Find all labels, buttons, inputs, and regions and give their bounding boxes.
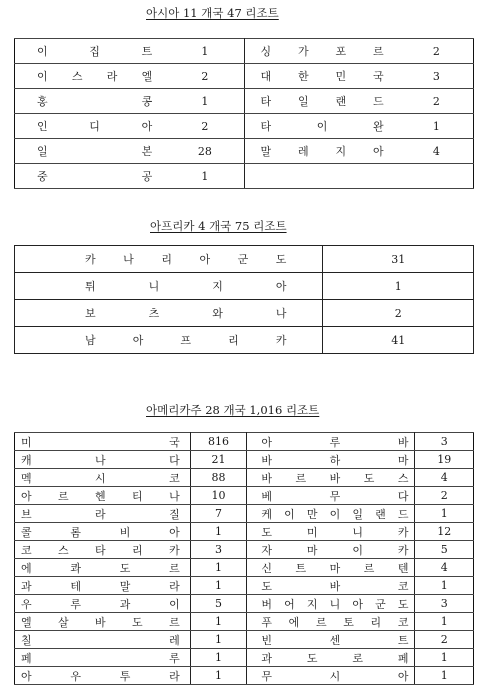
resort-count: 2 bbox=[400, 39, 474, 64]
country-name: 싱 가 포 르 bbox=[260, 45, 384, 58]
country-name: 이 집 트 bbox=[37, 45, 153, 58]
table-row bbox=[15, 667, 474, 685]
resort-count: 1 bbox=[190, 649, 247, 667]
table-row bbox=[15, 433, 474, 451]
country-name: 빈 센 트 bbox=[261, 633, 409, 647]
country-name: 콜 롬 비 아 bbox=[21, 525, 180, 539]
resort-count: 3 bbox=[415, 595, 474, 613]
resort-count: 1 bbox=[415, 667, 474, 685]
table-row bbox=[15, 595, 474, 613]
table-row bbox=[15, 613, 474, 631]
country-name: 우 루 과 이 bbox=[21, 597, 180, 611]
country-name: 카 나 리 아 군 도 bbox=[85, 253, 287, 266]
asia-section-title: 아시아 11 개국 47 리조트 bbox=[146, 6, 279, 20]
country-name: 일 본 bbox=[37, 145, 153, 158]
resort-count: 2 bbox=[166, 64, 244, 89]
country-name: 말 레 지 아 bbox=[260, 145, 384, 158]
country-name: 아 르 헨 티 나 bbox=[21, 489, 180, 503]
table-row bbox=[15, 469, 474, 487]
country-name: 캐 나 다 bbox=[21, 453, 180, 467]
resort-count: 21 bbox=[190, 451, 247, 469]
country-name: 무 시 아 bbox=[261, 669, 409, 683]
resort-count: 1 bbox=[415, 577, 474, 595]
country-name: 대 한 민 국 bbox=[260, 70, 384, 83]
resort-count: 2 bbox=[166, 114, 244, 139]
resort-count: 4 bbox=[415, 469, 474, 487]
country-name: 타 이 완 bbox=[260, 120, 384, 133]
country-name: 칠 레 bbox=[21, 633, 180, 647]
resort-count: 28 bbox=[166, 139, 244, 164]
table-row bbox=[15, 559, 474, 577]
country-name: 케 이 만 이 일 랜 드 bbox=[261, 507, 409, 521]
resort-count: 1 bbox=[400, 114, 474, 139]
country-name: 타 일 랜 드 bbox=[260, 95, 384, 108]
table-row bbox=[15, 39, 474, 64]
resort-count: 1 bbox=[190, 613, 247, 631]
table-row bbox=[15, 487, 474, 505]
resort-count: 2 bbox=[400, 89, 474, 114]
table-row bbox=[15, 89, 474, 114]
country-name: 미 국 bbox=[21, 435, 180, 449]
country-name: 신 트 마 르 텐 bbox=[261, 561, 409, 575]
resort-count: 1 bbox=[190, 559, 247, 577]
table-row bbox=[15, 246, 474, 273]
country-name: 과 도 로 페 bbox=[261, 651, 409, 665]
country-name: 홍 콩 bbox=[37, 95, 153, 108]
country-name: 튀 니 지 아 bbox=[85, 280, 287, 293]
asia-table bbox=[14, 38, 474, 189]
resort-count: 1 bbox=[166, 164, 244, 189]
resort-count: 10 bbox=[190, 487, 247, 505]
resort-count: 2 bbox=[323, 300, 474, 327]
resort-count: 3 bbox=[400, 64, 474, 89]
country-name: 바 하 마 bbox=[261, 453, 409, 467]
country-name: 바 르 바 도 스 bbox=[261, 471, 409, 485]
country-name: 인 디 아 bbox=[37, 120, 153, 133]
resort-count: 1 bbox=[190, 631, 247, 649]
resort-count: 3 bbox=[190, 541, 247, 559]
table-row bbox=[15, 164, 474, 189]
table-row bbox=[15, 327, 474, 354]
country-name: 중 공 bbox=[37, 170, 153, 183]
country-name: 버 어 지 니 아 군 도 bbox=[261, 597, 409, 611]
africa-table bbox=[14, 245, 474, 354]
resort-count: 4 bbox=[400, 139, 474, 164]
country-name: 코 스 타 리 카 bbox=[21, 543, 180, 557]
resort-count bbox=[400, 164, 474, 189]
table-row bbox=[15, 300, 474, 327]
resort-count: 5 bbox=[415, 541, 474, 559]
resort-count: 1 bbox=[190, 667, 247, 685]
resort-count: 88 bbox=[190, 469, 247, 487]
resort-count: 3 bbox=[415, 433, 474, 451]
resort-count: 1 bbox=[190, 577, 247, 595]
table-row bbox=[15, 114, 474, 139]
resort-count: 19 bbox=[415, 451, 474, 469]
country-name: 푸 에 르 토 리 코 bbox=[261, 615, 409, 629]
resort-count: 1 bbox=[190, 523, 247, 541]
country-name: 도 미 니 카 bbox=[261, 525, 409, 539]
country-name: 에 콰 도 르 bbox=[21, 561, 180, 575]
resort-count: 1 bbox=[166, 89, 244, 114]
country-name: 멕 시 코 bbox=[21, 471, 180, 485]
table-row bbox=[15, 649, 474, 667]
country-name: 도 바 코 bbox=[261, 579, 409, 593]
country-name: 페 루 bbox=[21, 651, 180, 665]
table-row bbox=[15, 139, 474, 164]
country-name: 이 스 라 엘 bbox=[37, 70, 153, 83]
table-row bbox=[15, 451, 474, 469]
resort-count: 5 bbox=[190, 595, 247, 613]
resort-count: 2 bbox=[415, 631, 474, 649]
country-name: 아 우 투 라 bbox=[21, 669, 180, 683]
resort-count: 1 bbox=[323, 273, 474, 300]
table-row bbox=[15, 523, 474, 541]
resort-count: 12 bbox=[415, 523, 474, 541]
resort-count: 7 bbox=[190, 505, 247, 523]
country-name: 과 테 말 라 bbox=[21, 579, 180, 593]
country-name: 보 츠 와 나 bbox=[85, 307, 287, 320]
americas-table bbox=[14, 432, 474, 685]
resort-count: 816 bbox=[190, 433, 247, 451]
resort-count: 31 bbox=[323, 246, 474, 273]
table-row bbox=[15, 64, 474, 89]
resort-count: 1 bbox=[415, 505, 474, 523]
resort-count: 1 bbox=[166, 39, 244, 64]
africa-section-title: 아프리카 4 개국 75 리조트 bbox=[150, 219, 287, 233]
table-row bbox=[15, 577, 474, 595]
resort-count: 41 bbox=[323, 327, 474, 354]
country-name: 남 아 프 리 카 bbox=[85, 334, 287, 347]
resort-count: 4 bbox=[415, 559, 474, 577]
resort-count: 2 bbox=[415, 487, 474, 505]
country-name: 자 마 이 카 bbox=[261, 543, 409, 557]
country-name: 아 루 바 bbox=[261, 435, 409, 449]
country-name: 엘 살 바 도 르 bbox=[21, 615, 180, 629]
table-row bbox=[15, 541, 474, 559]
americas-section-title: 아메리카주 28 개국 1,016 리조트 bbox=[146, 403, 320, 417]
table-row bbox=[15, 273, 474, 300]
resort-count: 1 bbox=[415, 613, 474, 631]
country-name: 브 라 질 bbox=[21, 507, 180, 521]
country-name: 베 무 다 bbox=[261, 489, 409, 503]
resort-count: 1 bbox=[415, 649, 474, 667]
table-row bbox=[15, 631, 474, 649]
table-row bbox=[15, 505, 474, 523]
